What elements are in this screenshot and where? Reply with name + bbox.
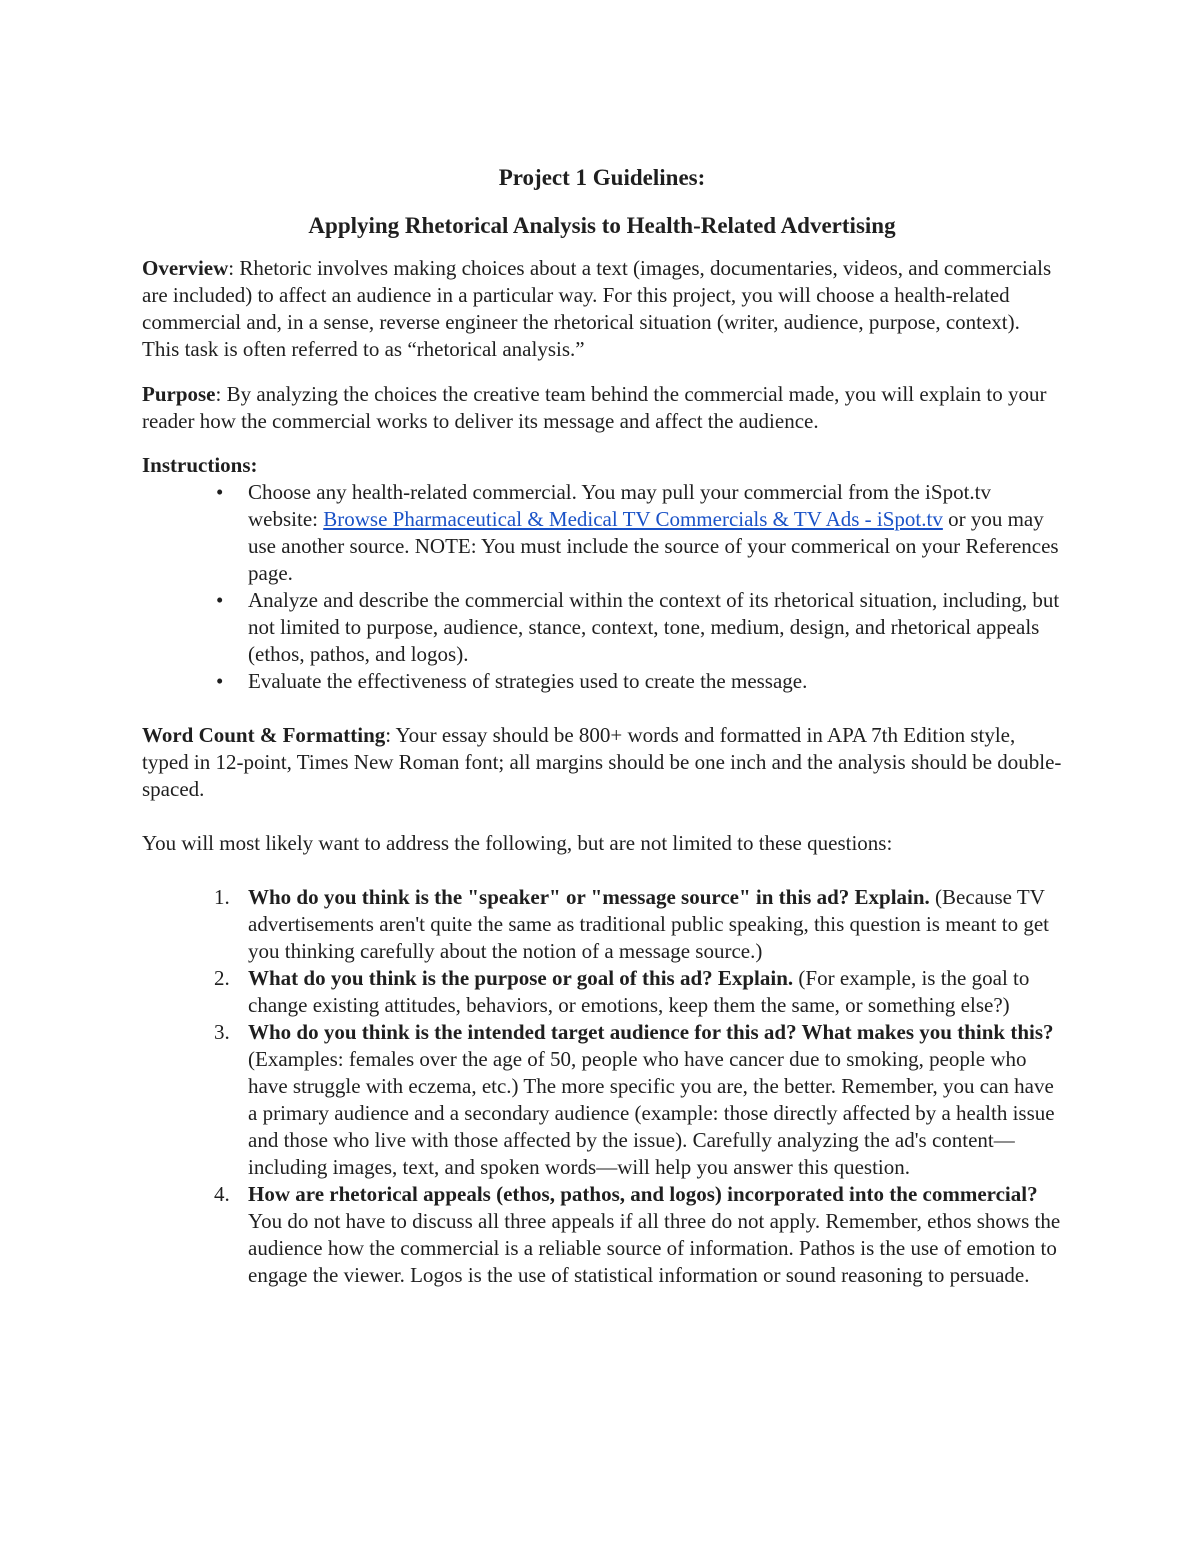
purpose-label: Purpose [142,382,216,406]
question-text: (For example, is the goal to change existing attitudes, behaviors, or emotions, keep them the same, or something else?) [248,966,1030,1017]
word-count-label: Word Count & Formatting [142,723,386,747]
overview-text: : Rhetoric involves making choices about a text (images, documentaries, videos, and commercials are included) to affect an audience in a particular way. For this project, you will choose a health-related commercial and, in a sense, reverse engineer the rhetorical situation (writer, audience, purpose, context). This task is often referred to as “rhetorical analysis.” [142,256,1052,361]
instruction-text: Evaluate the effectiveness of strategies used to create the message. [248,669,808,693]
word-count-text: : Your essay should be 800+ words and formatted in APA 7th Edition style, typed in 12-point, Times New Roman font; all margins should be one inch and the analysis should be double-spaced. [142,723,1062,801]
questions-intro: You will most likely want to address the following, but are not limited to these questions: [142,831,893,855]
document-page [142,160,1062,1289]
question-text: You do not have to discuss all three appeals if all three do not apply. Remember, ethos shows the audience how the commercial is a reliable source of information. Pathos is the use of emotion to engage the viewer. Logos is the use of statistical information or sound reasoning to persuade. [248,1209,1061,1287]
word-count-paragraph [142,722,1062,803]
ispot-link[interactable]: Browse Pharmaceutical & Medical TV Commercials & TV Ads - iSpot.tv [323,507,943,531]
document-subtitle: Applying Rhetorical Analysis to Health-Related Advertising [308,213,896,238]
list-item [214,1019,1062,1181]
instructions-list [142,479,1062,695]
bullet-icon: • [216,588,224,612]
question-number: 4. [214,1182,230,1206]
question-bold: How are rhetorical appeals (ethos, pathos, and logos) incorporated into the commercial? [248,1182,1038,1206]
instructions-heading: Instructions: [142,453,258,477]
overview-label: Overview [142,256,229,280]
instruction-text: Choose any health-related commercial. You may pull your commercial from the iSpot.tv website: [248,480,991,531]
list-item [214,965,1062,1019]
bullet-icon: • [216,480,224,504]
question-bold: Who do you think is the "speaker" or "message source" in this ad? Explain. [248,885,930,909]
question-number: 1. [214,885,230,909]
list-item [216,479,1062,587]
list-item [214,884,1062,965]
overview-paragraph [142,255,1062,363]
document-title: Project 1 Guidelines: [498,165,706,190]
purpose-text: : By analyzing the choices the creative team behind the commercial made, you will explain to your reader how the commercial works to deliver its message and affect the audience. [142,382,1047,433]
instruction-text: or you may use another source. NOTE: You must include the source of your commerical on your References page. [248,507,1059,585]
list-item [214,1181,1062,1289]
list-item [216,668,1062,695]
purpose-paragraph [142,381,1062,435]
questions-list [142,884,1062,1289]
instruction-text: Analyze and describe the commercial within the context of its rhetorical situation, including, but not limited to purpose, audience, stance, context, tone, medium, design, and rhetorical appeals (ethos, pathos, and logos). [248,588,1060,666]
question-bold: Who do you think is the intended target audience for this ad? What makes you think this? [248,1020,1054,1044]
question-bold: What do you think is the purpose or goal of this ad? Explain. [248,966,794,990]
list-item [216,587,1062,668]
question-text: (Examples: females over the age of 50, people who have cancer due to smoking, people who have struggle with eczema, etc.) The more specific you are, the better. Remember, you can have a primary audience and a secondary audience (example: those directly affected by a health issue and those who live with those affected by the issue). Carefully analyzing the ad's content—including images, text, and spoken words—will help you answer this question. [248,1047,1055,1179]
question-text: (Because TV advertisements aren't quite the same as traditional public speaking, this question is meant to get you thinking carefully about the notion of a message source.) [248,885,1050,963]
question-number: 2. [214,966,230,990]
question-number: 3. [214,1020,230,1044]
bullet-icon: • [216,669,224,693]
